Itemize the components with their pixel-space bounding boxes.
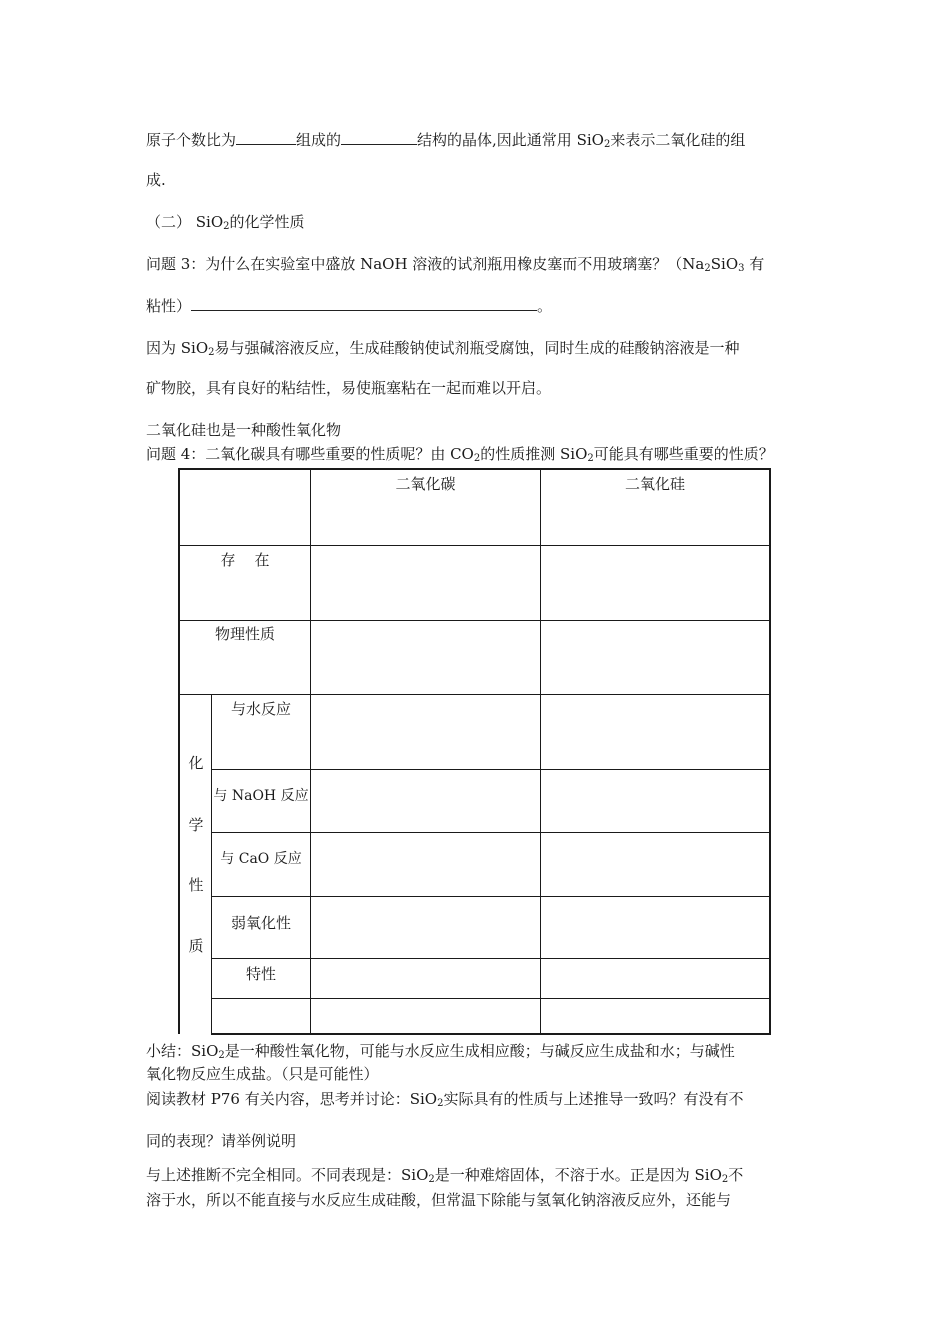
text-segment: 不 bbox=[728, 1166, 744, 1184]
row-label-cao: 与 CaO 反应 bbox=[220, 851, 302, 867]
answer-3 bbox=[146, 338, 740, 358]
table-border-top bbox=[178, 468, 771, 470]
fill-blank-structure[interactable] bbox=[341, 128, 417, 145]
text-segment: 是一种难熔固体，不溶于水。正是因为 SiO bbox=[434, 1166, 722, 1184]
text-segment: 粘性） bbox=[146, 297, 192, 315]
table-border-bottom bbox=[211, 1033, 771, 1035]
subscript: 2 bbox=[704, 263, 711, 274]
subscript: 2 bbox=[473, 453, 481, 464]
table-row-divider bbox=[211, 832, 770, 833]
subscript: 2 bbox=[437, 1098, 444, 1109]
fill-blank-answer-3[interactable] bbox=[191, 294, 537, 311]
group-label-char: 学 bbox=[188, 816, 204, 834]
subscript: 2 bbox=[587, 453, 594, 464]
reading-prompt bbox=[146, 1089, 743, 1109]
col-header-sio2: 二氧化硅 bbox=[624, 475, 685, 493]
text-segment: 组成的 bbox=[296, 131, 342, 149]
row-label-special: 特性 bbox=[245, 965, 276, 983]
text-segment: 结构的晶体,因此通常用 SiO bbox=[417, 131, 604, 149]
text-segment: 成. bbox=[146, 171, 166, 189]
question-4 bbox=[146, 444, 774, 464]
text-segment: 可能具有哪些重要的性质？ bbox=[593, 445, 774, 463]
summary bbox=[146, 1041, 735, 1061]
table-col-divider-1 bbox=[310, 470, 311, 1034]
row-label-physical: 物理性质 bbox=[214, 625, 275, 643]
table-row-divider bbox=[179, 694, 770, 695]
answer-3-continuation bbox=[146, 378, 551, 398]
subscript: 2 bbox=[721, 1174, 729, 1185]
row-label-naoh: 与 NaOH 反应 bbox=[213, 788, 309, 804]
subscript: 2 bbox=[208, 347, 215, 358]
subscript: 3 bbox=[738, 263, 745, 274]
paragraph-crystal-structure bbox=[146, 128, 745, 150]
row-label-oxidizing: 弱氧化性 bbox=[230, 914, 291, 932]
text-segment: 氧化物反应生成盐。（只是可能性） bbox=[146, 1065, 379, 1083]
group-label-char: 质 bbox=[188, 937, 204, 955]
question-3-continuation bbox=[146, 294, 552, 316]
text-segment: 二氧化硅也是一种酸性氧化物 bbox=[146, 421, 342, 439]
group-label-char: 性 bbox=[188, 876, 204, 894]
text-segment: 问题 3：为什么在实验室中盛放 NaOH 溶液的试剂瓶用橡皮塞而不用玻璃塞？（Na bbox=[146, 255, 705, 273]
text-segment: 实际具有的性质与上述推导一致吗？有没有不 bbox=[443, 1090, 744, 1108]
table-row-divider bbox=[211, 896, 770, 897]
text-segment: 来表示二氧化硅的组 bbox=[610, 131, 746, 149]
table-row-divider bbox=[179, 620, 770, 621]
text-segment: 溶于水，所以不能直接与水反应生成硅酸，但常温下除能与氢氧化钠溶液反应外，还能与 bbox=[146, 1191, 732, 1209]
group-label-char: 化 bbox=[188, 754, 204, 772]
statement-acidic-oxide bbox=[146, 420, 341, 440]
subscript: 2 bbox=[218, 1050, 225, 1061]
text-segment: 小结：SiO bbox=[146, 1042, 219, 1060]
text-segment: 有 bbox=[744, 255, 765, 273]
row-label-existence: 存 在 bbox=[220, 551, 270, 569]
table-row-divider bbox=[179, 545, 770, 546]
text-segment: 的性质推测 SiO bbox=[480, 445, 588, 463]
conclusion bbox=[146, 1165, 743, 1185]
question-3 bbox=[146, 254, 764, 274]
text-segment: 同的表现？请举例说明 bbox=[146, 1132, 297, 1150]
reading-continuation bbox=[146, 1131, 296, 1151]
col-header-co2: 二氧化碳 bbox=[395, 475, 456, 493]
text-segment: 矿物胶，具有良好的粘结性，易使瓶塞粘在一起而难以开启。 bbox=[146, 379, 552, 397]
text-segment: SiO bbox=[710, 255, 739, 273]
row-label-water: 与水反应 bbox=[230, 700, 291, 718]
table-row-divider bbox=[211, 998, 770, 999]
subscript: 2 bbox=[223, 221, 230, 232]
text-segment: 原子个数比为 bbox=[146, 131, 237, 149]
text-segment: 与上述推断不完全相同。不同表现是：SiO bbox=[146, 1166, 429, 1184]
table-border-right bbox=[769, 468, 771, 1035]
text-segment: 易与强碱溶液反应，生成硅酸钠使试剂瓶受腐蚀，同时生成的硅酸钠溶液是一种 bbox=[214, 339, 740, 357]
table-row-divider bbox=[211, 769, 770, 770]
summary-continuation bbox=[146, 1064, 379, 1084]
section-heading bbox=[146, 212, 305, 232]
text-segment: 问题 4：二氧化碳具有哪些重要的性质呢？由 CO bbox=[146, 445, 474, 463]
text-segment: 阅读教材 P76 有关内容，思考并讨论：SiO bbox=[146, 1090, 438, 1108]
table-row-divider bbox=[211, 958, 770, 959]
text-segment: 因为 SiO bbox=[146, 339, 209, 357]
text-segment: 的化学性质 bbox=[229, 213, 305, 231]
paragraph-continuation bbox=[146, 170, 166, 190]
table-col-divider-2 bbox=[540, 470, 541, 1034]
subscript: 2 bbox=[603, 139, 611, 150]
text-segment: 。 bbox=[537, 297, 553, 315]
text-segment: （二） SiO bbox=[146, 213, 224, 231]
fill-blank-ratio[interactable] bbox=[236, 128, 296, 145]
subscript: 2 bbox=[428, 1174, 435, 1185]
text-segment: 是一种酸性氧化物，可能与水反应生成相应酸；与碱反应生成盐和水；与碱性 bbox=[224, 1042, 735, 1060]
conclusion-continuation bbox=[146, 1190, 731, 1210]
